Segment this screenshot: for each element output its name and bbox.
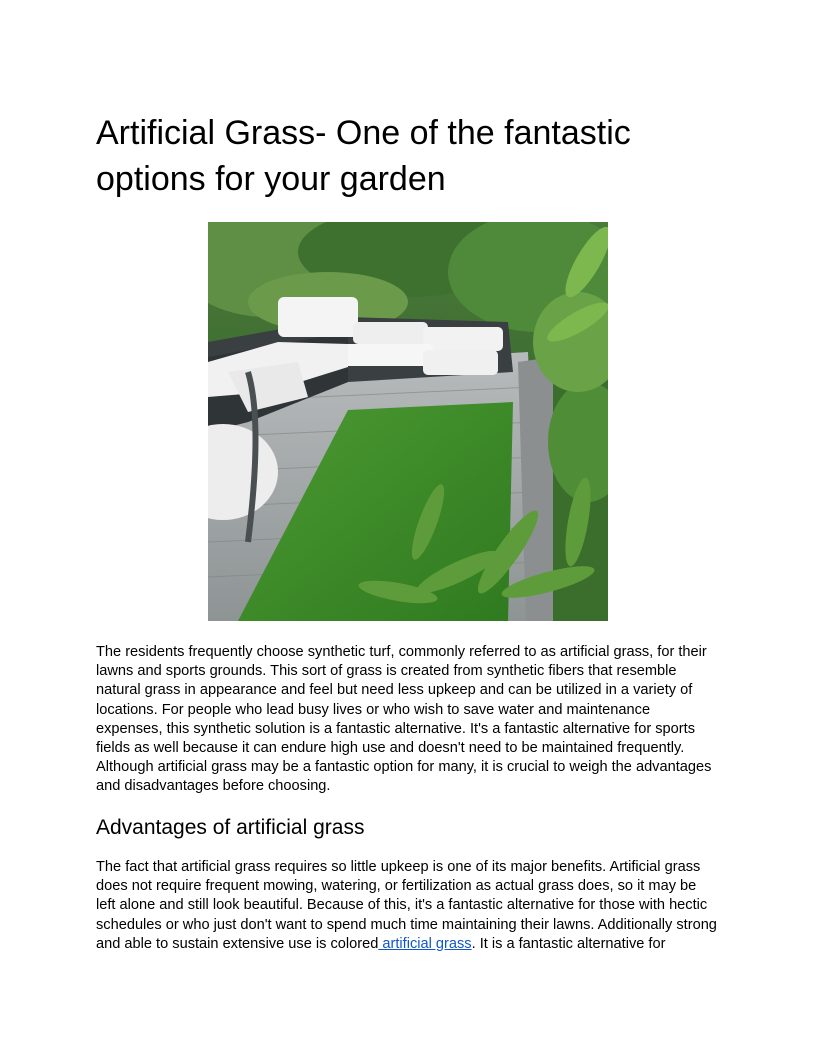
intro-paragraph: The residents frequently choose synthetic turf, commonly referred to as artificial grass, for their lawns and sports grounds. This sort of grass is created from synthetic fibers that resemble natural grass in appearance and feel but need less upkeep and can be utilized in a variety of locations. For people who lead busy lives or who wish to save water and maintenance expenses, this synthetic solution is a fantastic alternative. It's a fantastic alternative for sports fields as well because it can endure high use and doesn't need to be maintained frequently. Although artificial grass may be a fantastic option for many, it is crucial to weigh the advantages and disadvantages before choosing. <box>96 644 712 795</box>
garden-photo <box>208 222 608 621</box>
section-paragraph-tail: . It is a fantastic alternative for <box>471 935 666 952</box>
artificial-grass-link[interactable]: artificial grass <box>378 935 472 952</box>
section-heading: Advantages of artificial grass <box>96 816 365 839</box>
section-paragraph <box>96 858 718 954</box>
section-paragraph-text: The fact that artificial grass requires so little upkeep is one of its major benefits. Artificial grass does not require frequent mowing, watering, or fertilization as actual grass does, so it may be left alone and still look beautiful. Because of this, it's a fantastic alternative for those with hectic schedules or who just don't want to spend much time maintaining their lawns. Additionally strong and able to sustain extensive use is colored <box>96 859 717 952</box>
page-title: Artificial Grass- One of the fantastic options for your garden <box>96 114 631 198</box>
